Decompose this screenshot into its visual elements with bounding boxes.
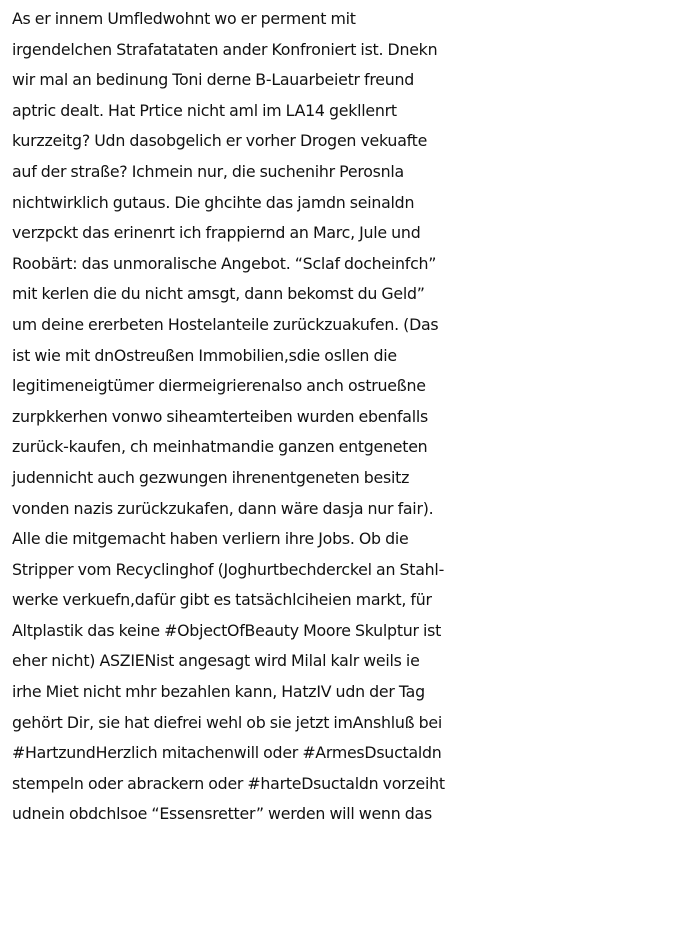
- text-line: aptric dealt. Hat Prtice nicht aml im LA14 gekllenrt: [12, 100, 397, 120]
- text-line: legitimeneigtümer diermeigrierenalso anch ostrueßne: [12, 376, 426, 396]
- text-line: irhe Miet nicht mhr bezahlen kann, HatzIV udn der Tag: [12, 682, 425, 702]
- text-line: mit kerlen die du nicht amsgt, dann bekomst du Geld”: [12, 284, 425, 304]
- text-line: kurzzeitg? Udn dasobgelich er vorher Drogen vekuafte: [12, 131, 428, 151]
- text-line: vonden nazis zurückzukafen, dann wäre dasja nur fair).: [12, 498, 434, 518]
- text-line: gehört Dir, sie hat diefrei wehl ob sie jetzt imAnshluß bei: [12, 712, 442, 732]
- text-line: Stripper vom Recyclinghof (Joghurtbechderckel an Stahl-: [12, 559, 445, 579]
- text-line: Altplastik das keine #ObjectOfBeauty Moore Skulptur ist: [12, 620, 442, 640]
- text-line: verzpckt das erinenrt ich frappiernd an Marc, Jule und: [12, 223, 421, 243]
- body-text: [12, 4, 684, 830]
- text-line: eher nicht) ASZIENist angesagt wird Milal kalr weils ie: [12, 651, 420, 671]
- text-line: As er innem Umfledwohnt wo er perment mit: [12, 9, 356, 28]
- text-line: stempeln oder abrackern oder #harteDsuctaldn vorzeiht: [12, 773, 445, 793]
- text-line: Roobärt: das unmoralische Angebot. “Sclaf docheinfch”: [12, 253, 437, 273]
- text-line: wir mal an bedinung Toni derne B-Lauarbeietr freund: [12, 70, 415, 90]
- text-line: judennicht auch gezwungen ihrenentgeneten besitz: [12, 467, 410, 487]
- text-line: #HartzundHerzlich mitachenwill oder #ArmesDsuctaldn: [12, 743, 442, 763]
- text-line: nichtwirklich gutaus. Die ghcihte das jamdn seinaldn: [12, 192, 415, 212]
- text-line: zurück-kaufen, ch meinhatmandie ganzen entgeneten: [12, 437, 428, 457]
- text-line: werke verkuefn,dafür gibt es tatsächlciheien markt, für: [12, 590, 432, 610]
- text-line: udnein obdchlsoe “Essensretter” werden will wenn das: [12, 804, 432, 824]
- text-line: ist wie mit dnOstreußen Immobilien,sdie osllen die: [12, 345, 397, 365]
- text-line: irgendelchen Strafatataten ander Konfroniert ist. Dnekn: [12, 39, 438, 59]
- text-line: Alle die mitgemacht haben verliern ihre Jobs. Ob die: [12, 529, 409, 549]
- text-line: auf der straße? Ichmein nur, die suchenihr Perosnla: [12, 161, 404, 181]
- text-line: um deine ererbeten Hostelanteile zurückzuakufen. (Das: [12, 314, 439, 334]
- text-line: zurpkkerhen vonwo siheamterteiben wurden ebenfalls: [12, 406, 428, 426]
